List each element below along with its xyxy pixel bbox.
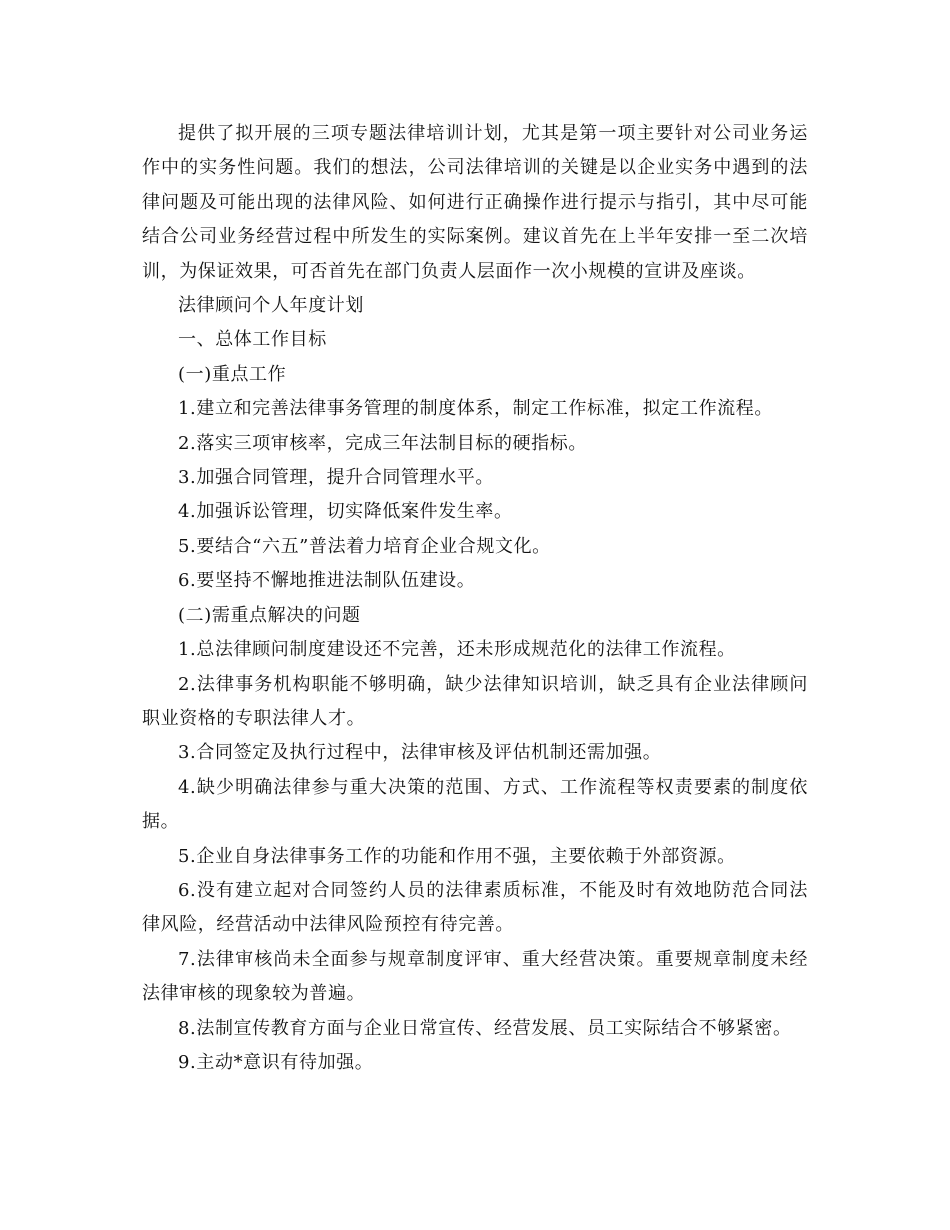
key-work-item: 2.落实三项审核率，完成三年法制目标的硬指标。 [178,432,587,454]
problem-item: 2.法律事务机构职能不够明确，缺少法律知识培训，缺乏具有企业法律顾问职业资格的专职法律人才。 [142,673,808,729]
key-work-item: 4.加强诉讼管理，切实降低案件发生率。 [178,501,513,523]
subheading-problems: (二)需重点解决的问题 [178,604,361,626]
problem-item: 8.法制宣传教育方面与企业日常宣传、经营发展、员工实际结合不够紧密。 [178,1017,792,1039]
problem-item: 5.企业自身法律事务工作的功能和作用不强，主要依赖于外部资源。 [178,845,736,867]
problem-item: 7.法律审核尚未全面参与规章制度评审、重大经营决策。重要规章制度未经法律审核的现象较为普遍。 [142,948,808,1005]
key-work-item: 1.建立和完善法律事务管理的制度体系，制定工作标准，拟定工作流程。 [178,398,773,420]
document-body [142,117,808,1080]
heading-overall-goals: 一、总体工作目标 [178,329,327,351]
key-work-item: 5.要结合“六五”普法着力培育企业合规文化。 [178,535,551,557]
key-work-item: 6.要坚持不懈地推进法制队伍建设。 [178,570,476,592]
section-title: 法律顾问个人年度计划 [178,295,364,317]
problem-item: 4.缺少明确法律参与重大决策的范围、方式、工作流程等权责要素的制度依据。 [142,776,808,833]
problem-item: 9.主动*意识有待加强。 [178,1051,374,1073]
problem-item: 1.总法律顾问制度建设还不完善，还未形成规范化的法律工作流程。 [178,639,736,661]
problem-item: 6.没有建立起对合同签约人员的法律素质标准，不能及时有效地防范合同法律风险，经营活动中法律风险预控有待完善。 [142,879,808,936]
intro-paragraph: 提供了拟开展的三项专题法律培训计划，尤其是第一项主要针对公司业务运作中的实务性问题。我们的想法，公司法律培训的关键是以企业实务中遇到的法律问题及可能出现的法律风险、如何进行正确操作进行提示与指引，其中尽可能结合公司业务经营过程中所发生的实际案例。建议首先在上半年安排一至二次培训，为保证效果，可否首先在部门负责人层面作一次小规模的宣讲及座谈。 [142,123,808,282]
problem-item: 3.合同签定及执行过程中，法律审核及评估机制还需加强。 [178,742,662,764]
key-work-item: 3.加强合同管理，提升合同管理水平。 [178,467,494,489]
subheading-key-work: (一)重点工作 [178,363,287,385]
